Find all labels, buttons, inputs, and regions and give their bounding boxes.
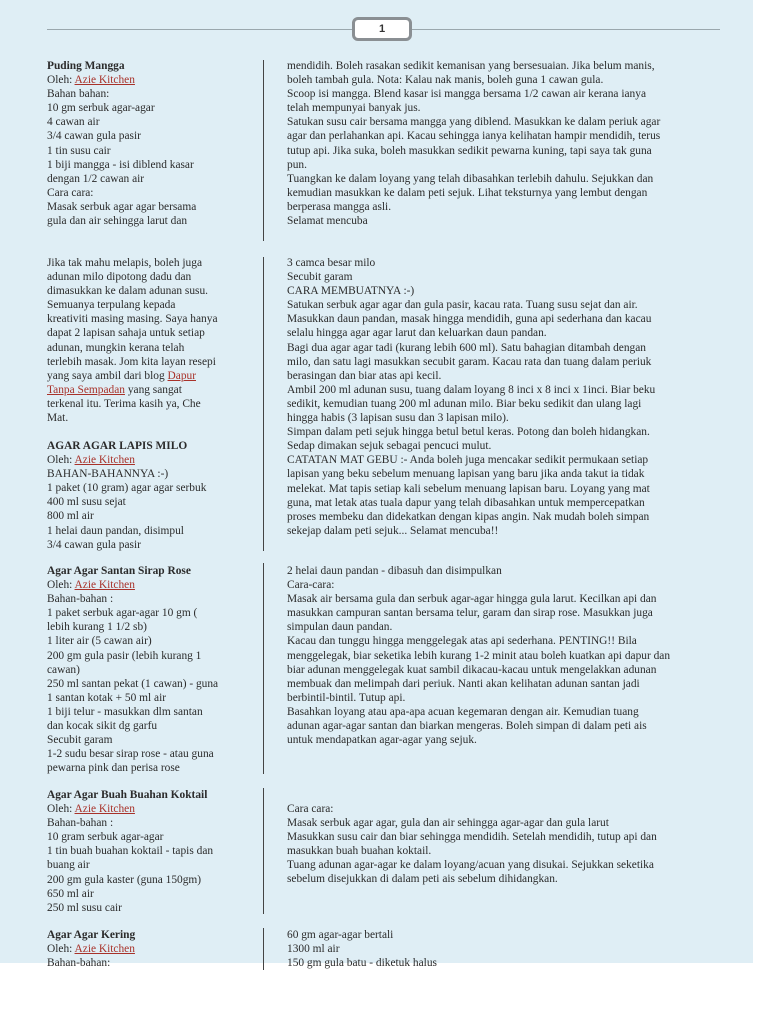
ingredient-line: 1 helai daun pandan, disimpul xyxy=(47,524,184,537)
method-line: proses membeku dan didekatkan dengan kipas angin. Nak mudah boleh simpan xyxy=(287,510,650,523)
method-line: masukkan campuran santan bersama telur, garam dan sirap rose. Masukkan juga xyxy=(287,607,653,620)
ingredient-line: 1-2 sudu besar sirap rose - atau guna xyxy=(47,748,214,761)
method-line: agar dan perlahankan api. Kacau sehingga ianya kelihatan hampir mendidih, terus xyxy=(287,130,661,143)
author-link[interactable]: Azie Kitchen xyxy=(74,803,135,816)
ingredient-line: 250 ml santan pekat (1 cawan) - guna xyxy=(47,677,219,690)
ingredient-line: 3/4 cawan gula pasir xyxy=(47,130,141,143)
method-line: simpulan daun pandan. xyxy=(287,621,393,634)
blog-link[interactable]: Tanpa Sempadan xyxy=(47,383,125,396)
method-line: lapisan yang beku sebelum menuang lapisan yang baru jika anda takut ia tidak xyxy=(287,468,645,481)
method-line: guna, mat letak atas tuala dapur yang telah dibasahkan untuk mempercepatkan xyxy=(287,496,645,509)
method-line: Ambil 200 ml adunan susu, tuang dalam loyang 8 inci x 8 inci x 1inci. Biar beku xyxy=(287,383,656,396)
method-line: Masak serbuk agar agar, gula dan air sehingga agar-agar dan gula larut xyxy=(287,817,609,830)
ingredient-line: 2 helai daun pandan - dibasuh dan disimpulkan xyxy=(287,565,502,577)
milo-note xyxy=(47,256,247,425)
method-line: Sedap dimakan sejuk sebagai pencuci mulut. xyxy=(287,440,492,453)
method-line: berasingan dan biar atas api kecil. xyxy=(287,369,442,382)
method-line: pun. xyxy=(287,158,307,171)
ingredient-line: 3 camca besar milo xyxy=(287,257,376,269)
ingredient-line: 1 tin buah buahan koktail - tapis dan xyxy=(47,845,214,858)
note-line: adunan milo dipotong dadu dan xyxy=(47,271,192,284)
recipe-santan-sirap-rose xyxy=(47,564,247,775)
note-line: adunan, mungkin kerana telah xyxy=(47,341,185,354)
method-line: untuk mendapatkan agar-agar yang sejuk. xyxy=(287,734,477,747)
method-line: milo, dan satu lagi masukkan secubit garam. Kacau rata dan tuang dalam periuk xyxy=(287,355,652,368)
column-divider xyxy=(263,928,264,970)
note-line: terlebih masak. Jom kita layan resepi xyxy=(47,355,216,368)
author-line: Oleh: Azie Kitchen xyxy=(47,943,135,956)
agar-kering-ingredients xyxy=(287,928,717,970)
method-line: berperasa mangga asli. xyxy=(287,200,392,213)
note-line: terkenal itu. Terima kasih ya, Che xyxy=(47,397,201,410)
method-line: sekejap dalam peti sejuk... Selamat mencuba!! xyxy=(287,524,499,537)
recipe-title: Puding Mangga xyxy=(47,60,125,72)
note-line: kreativiti masing masing. Saya hanya xyxy=(47,313,218,326)
santan-sirap-method xyxy=(287,564,717,747)
method-line: Masak serbuk agar agar bersama xyxy=(47,200,197,213)
recipe-title: AGAR AGAR LAPIS MILO xyxy=(47,440,188,452)
lapis-milo-method xyxy=(287,256,717,538)
note-line: Jika tak mahu melapis, boleh juga xyxy=(47,257,203,269)
note-line: dimasukkan ke dalam adunan susu. xyxy=(47,285,209,298)
method-line: CATATAN MAT GEBU :- Anda boleh juga mencakar sedikit permukaan setiap xyxy=(287,454,649,467)
ingredient-line: BAHAN-BAHANNYA :-) xyxy=(47,468,169,481)
recipe-title: Agar Agar Kering xyxy=(47,929,136,941)
ingredient-line: 1 santan kotak + 50 ml air xyxy=(47,691,167,704)
method-line: biar adunan menggelegak kuat sambil dikacau-kacau untuk mengelakkan adunan xyxy=(287,663,657,676)
ingredient-line: dan kocak sikit dg garfu xyxy=(47,720,158,733)
note-line: yang saya ambil dari blog Dapur xyxy=(47,369,196,382)
ingredient-line: Bahan-bahan: xyxy=(47,957,111,970)
ingredient-line: 1 biji telur - masukkan dlm santan xyxy=(47,705,203,718)
note-line: dapat 2 lapisan sahaja untuk setiap xyxy=(47,327,205,340)
ingredient-line: 1 liter air (5 cawan air) xyxy=(47,635,152,648)
ingredient-line: 10 gram serbuk agar-agar xyxy=(47,831,164,844)
ingredient-line: pewarna pink dan perisa rose xyxy=(47,762,180,775)
method-line: Kacau dan tunggu hingga menggelegak atas api sederhana. PENTING!! Bila xyxy=(287,635,637,648)
buah-koktail-method xyxy=(287,802,717,887)
ingredient-line: 250 ml susu cair xyxy=(47,901,122,914)
method-line: Tuangkan ke dalam loyang yang telah dibasahkan terlebih dahulu. Sejukkan dan xyxy=(287,172,654,185)
ingredient-line: Secubit garam xyxy=(287,271,353,284)
puding-mangga-method xyxy=(287,59,717,228)
method-line: Masukkan daun pandan, masak hingga mendidih, guna api sederhana dan kacau xyxy=(287,313,652,326)
method-line: CARA MEMBUATNYA :-) xyxy=(287,285,415,298)
ingredient-line: 4 cawan air xyxy=(47,116,100,129)
column-divider xyxy=(263,563,264,774)
author-link[interactable]: Azie Kitchen xyxy=(74,454,135,467)
ingredient-line: 400 ml susu sejat xyxy=(47,496,126,509)
method-line: menggelegak, biar seketika lebih kurang 1-2 minit atau boleh kuatkan api dapur dan xyxy=(287,649,671,662)
author-link[interactable]: Azie Kitchen xyxy=(74,74,135,87)
header-rule-left xyxy=(47,29,352,30)
method-line: adunan agar-agar santan dan biarkan mengeras. Boleh simpan di dalam peti ais xyxy=(287,720,647,733)
ingredient-line: 10 gm serbuk agar-agar xyxy=(47,102,155,115)
note-line: Semuanya terpulang kepada xyxy=(47,299,176,312)
method-line: Satukan susu cair bersama mangga yang diblend. Masukkan ke dalam periuk agar xyxy=(287,116,661,129)
author-link[interactable]: Azie Kitchen xyxy=(74,579,135,592)
method-line: Basahkan loyang atau apa-apa acuan kegemaran dengan air. Kemudian tuang xyxy=(287,705,639,718)
ingredient-line: 650 ml air xyxy=(47,887,94,900)
ingredient-line: 1 paket serbuk agar-agar 10 gm ( xyxy=(47,607,198,620)
method-line: mendidih. Boleh rasakan sedikit kemanisan yang bersesuaian. Jika belum manis, xyxy=(287,60,655,72)
ingredient-line: 1 tin susu cair xyxy=(47,144,111,157)
ingredient-line: 800 ml air xyxy=(47,510,94,523)
method-line: gula dan air sehingga larut dan xyxy=(47,215,188,228)
recipe-title: Agar Agar Buah Buahan Koktail xyxy=(47,789,208,801)
method-line: Cara-cara: xyxy=(287,579,335,592)
ingredient-line: 150 gm gula batu - diketuk halus xyxy=(287,957,437,970)
method-line: Masak air bersama gula dan serbuk agar-agar hingga gula larut. Kecilkan api dan xyxy=(287,593,657,606)
method-line: sedikit, kemudian tuang 200 ml adunan milo. Biar beku sedikit dan ulang lagi xyxy=(287,397,642,410)
ingredient-line: Bahan bahan: xyxy=(47,88,110,101)
ingredient-line: 1 paket (10 gram) agar agar serbuk xyxy=(47,482,207,495)
column-divider xyxy=(263,788,264,914)
ingredient-line: buang air xyxy=(47,859,90,872)
method-line: hingga habis (3 lapisan susu dan 3 lapisan milo). xyxy=(287,412,509,425)
page-number-badge: 1 xyxy=(352,17,412,41)
ingredient-line: dengan 1/2 cawan air xyxy=(47,172,145,185)
recipe-lapis-milo xyxy=(47,439,247,552)
header-rule-right xyxy=(412,29,720,30)
author-line: Oleh: Azie Kitchen xyxy=(47,454,135,467)
author-line: Oleh: Azie Kitchen xyxy=(47,74,135,87)
column-divider xyxy=(263,257,264,551)
ingredient-line: Bahan-bahan : xyxy=(47,817,114,830)
method-line: Cara cara: xyxy=(47,186,94,199)
method-line: tutup api. Jika suka, boleh masukkan sedikit pewarna kuning, tapi saya tak guna xyxy=(287,144,652,157)
recipe-puding-mangga xyxy=(47,59,247,228)
recipe-title: Agar Agar Santan Sirap Rose xyxy=(47,565,191,577)
method-line: Tuang adunan agar-agar ke dalam loyang/acuan yang disukai. Sejukkan seketika xyxy=(287,859,654,872)
author-line: Oleh: Azie Kitchen xyxy=(47,803,135,816)
note-line: Mat. xyxy=(47,412,69,425)
recipe-buah-koktail xyxy=(47,788,247,915)
ingredient-line: 60 gm agar-agar bertali xyxy=(287,929,394,941)
method-line: Masukkan susu cair dan biar sehingga mendidih. Setelah mendidih, tutup api dan xyxy=(287,831,657,844)
method-line: selalu hingga agar agar larut dan keluarkan daun pandan. xyxy=(287,327,547,340)
method-line: masukkan buah buahan koktail. xyxy=(287,845,432,858)
ingredient-line: 1300 ml air xyxy=(287,943,340,956)
ingredient-line: cawan) xyxy=(47,663,80,676)
ingredient-line: 1 biji mangga - isi diblend kasar xyxy=(47,158,194,171)
ingredient-line: 200 gm gula kaster (guna 150gm) xyxy=(47,873,202,886)
method-line: kemudian masukkan ke dalam peti sejuk. Lihat teksturnya yang lembut dengan xyxy=(287,186,648,199)
method-line: Satukan serbuk agar agar dan gula pasir, kacau rata. Tuang susu sejat dan air. xyxy=(287,299,638,312)
ingredient-line: lebih kurang 1 1/2 sb) xyxy=(47,621,147,634)
method-line: membuak dan melimpah dari periuk. Nanti akan kelihatan adunan santan jadi xyxy=(287,677,640,690)
ingredient-line: 3/4 cawan gula pasir xyxy=(47,538,141,551)
method-line: Selamat mencuba xyxy=(287,215,368,228)
author-link[interactable]: Azie Kitchen xyxy=(74,943,135,956)
ingredient-line: 200 gm gula pasir (lebih kurang 1 xyxy=(47,649,202,662)
method-line: sebelum disejukkan di dalam peti ais sebelum dihidangkan. xyxy=(287,873,558,886)
method-line: berbintil-bintil. Tutup api. xyxy=(287,691,406,704)
recipe-agar-kering xyxy=(47,928,247,970)
method-line: melekat. Mat tapis setiap kali sebelum menuang lapisan baru. Loyang yang mat xyxy=(287,482,650,495)
method-line: Cara cara: xyxy=(287,803,334,815)
method-line: Scoop isi mangga. Blend kasar isi mangga bersama 1/2 cawan air kerana ianya xyxy=(287,88,646,101)
method-line: Simpan dalam peti sejuk hingga betul betul keras. Potong dan boleh hidangkan. xyxy=(287,426,650,439)
method-line: telah mempunyai banyak jus. xyxy=(287,102,421,115)
column-divider xyxy=(263,60,264,241)
note-line: Tanpa Sempadan yang sangat xyxy=(47,383,182,396)
author-line: Oleh: Azie Kitchen xyxy=(47,579,135,592)
ingredient-line: Secubit garam xyxy=(47,734,113,747)
method-line: boleh tambah gula. Nota: Kalau nak manis, boleh guna 1 cawan gula. xyxy=(287,74,604,87)
method-line: Bagi dua agar agar tadi (kurang lebih 600 ml). Satu bahagian ditambah dengan xyxy=(287,341,647,354)
ingredient-line: Bahan-bahan : xyxy=(47,593,114,606)
blog-link[interactable]: Dapur xyxy=(167,369,196,382)
